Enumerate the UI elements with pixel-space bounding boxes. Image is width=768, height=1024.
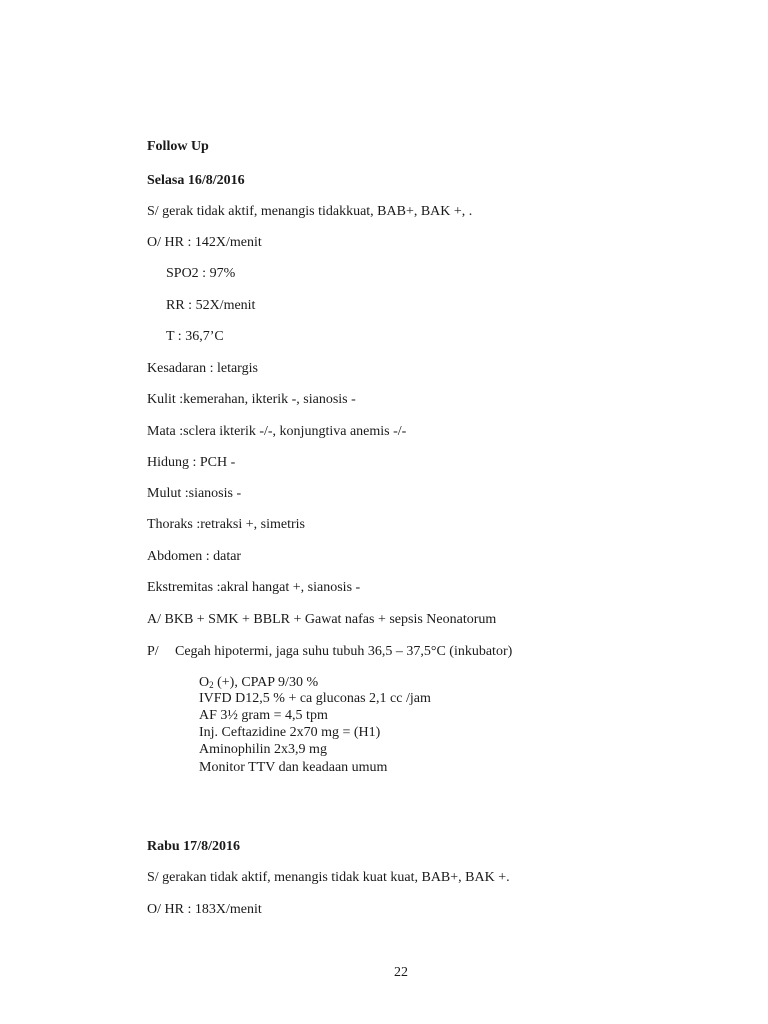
day2-subjective: S/ gerakan tidak aktif, menangis tidak kuat kuat, BAB+, BAK +. [147, 870, 510, 885]
day1-vital-spo2: SPO2 : 97% [166, 266, 236, 281]
page-number: 22 [394, 965, 408, 980]
day1-vital-rr: RR : 52X/menit [166, 298, 256, 313]
plan-o2-subscript: 2 [209, 680, 214, 690]
exam-abdomen: Abdomen : datar [147, 549, 242, 564]
exam-kulit: Kulit :kemerahan, ikterik -, sianosis - [147, 392, 356, 407]
exam-ekstremitas: Ekstremitas :akral hangat +, sianosis - [147, 580, 361, 595]
exam-hidung: Hidung : PCH - [147, 455, 236, 470]
day1-assessment: A/ BKB + SMK + BBLR + Gawat nafas + sepsis Neonatorum [147, 612, 497, 627]
plan-item-ceftazidine: Inj. Ceftazidine 2x70 mg = (H1) [199, 725, 381, 740]
plan-label: P/ [147, 644, 159, 659]
section-title: Follow Up [147, 139, 209, 154]
plan-item-ivfd: IVFD D12,5 % + ca gluconas 2,1 cc /jam [199, 691, 431, 706]
exam-mata: Mata :sclera ikterik -/-, konjungtiva anemis -/- [147, 424, 407, 439]
day2-date: Rabu 17/8/2016 [147, 839, 240, 854]
exam-mulut: Mulut :sianosis - [147, 486, 242, 501]
exam-kesadaran: Kesadaran : letargis [147, 361, 258, 376]
day1-subjective: S/ gerak tidak aktif, menangis tidakkuat, BAB+, BAK +, . [147, 204, 473, 219]
plan-item-o2 [199, 675, 318, 691]
plan-o2-rest: (+), CPAP 9/30 % [213, 675, 319, 690]
plan-item-aminophilin: Aminophilin 2x3,9 mg [199, 742, 327, 757]
plan-text: Cegah hipotermi, jaga suhu tubuh 36,5 – 37,5°C (inkubator) [175, 644, 513, 659]
day1-date: Selasa 16/8/2016 [147, 173, 245, 188]
day1-vital-temp: T : 36,7’C [166, 329, 224, 344]
exam-thoraks: Thoraks :retraksi +, simetris [147, 517, 305, 532]
plan-item-monitor: Monitor TTV dan keadaan umum [199, 760, 388, 775]
day2-objective-hr: O/ HR : 183X/menit [147, 902, 262, 917]
plan-o2-prefix: O [199, 675, 210, 690]
day1-objective-hr: O/ HR : 142X/menit [147, 235, 262, 250]
plan-item-af: AF 3½ gram = 4,5 tpm [199, 708, 328, 723]
